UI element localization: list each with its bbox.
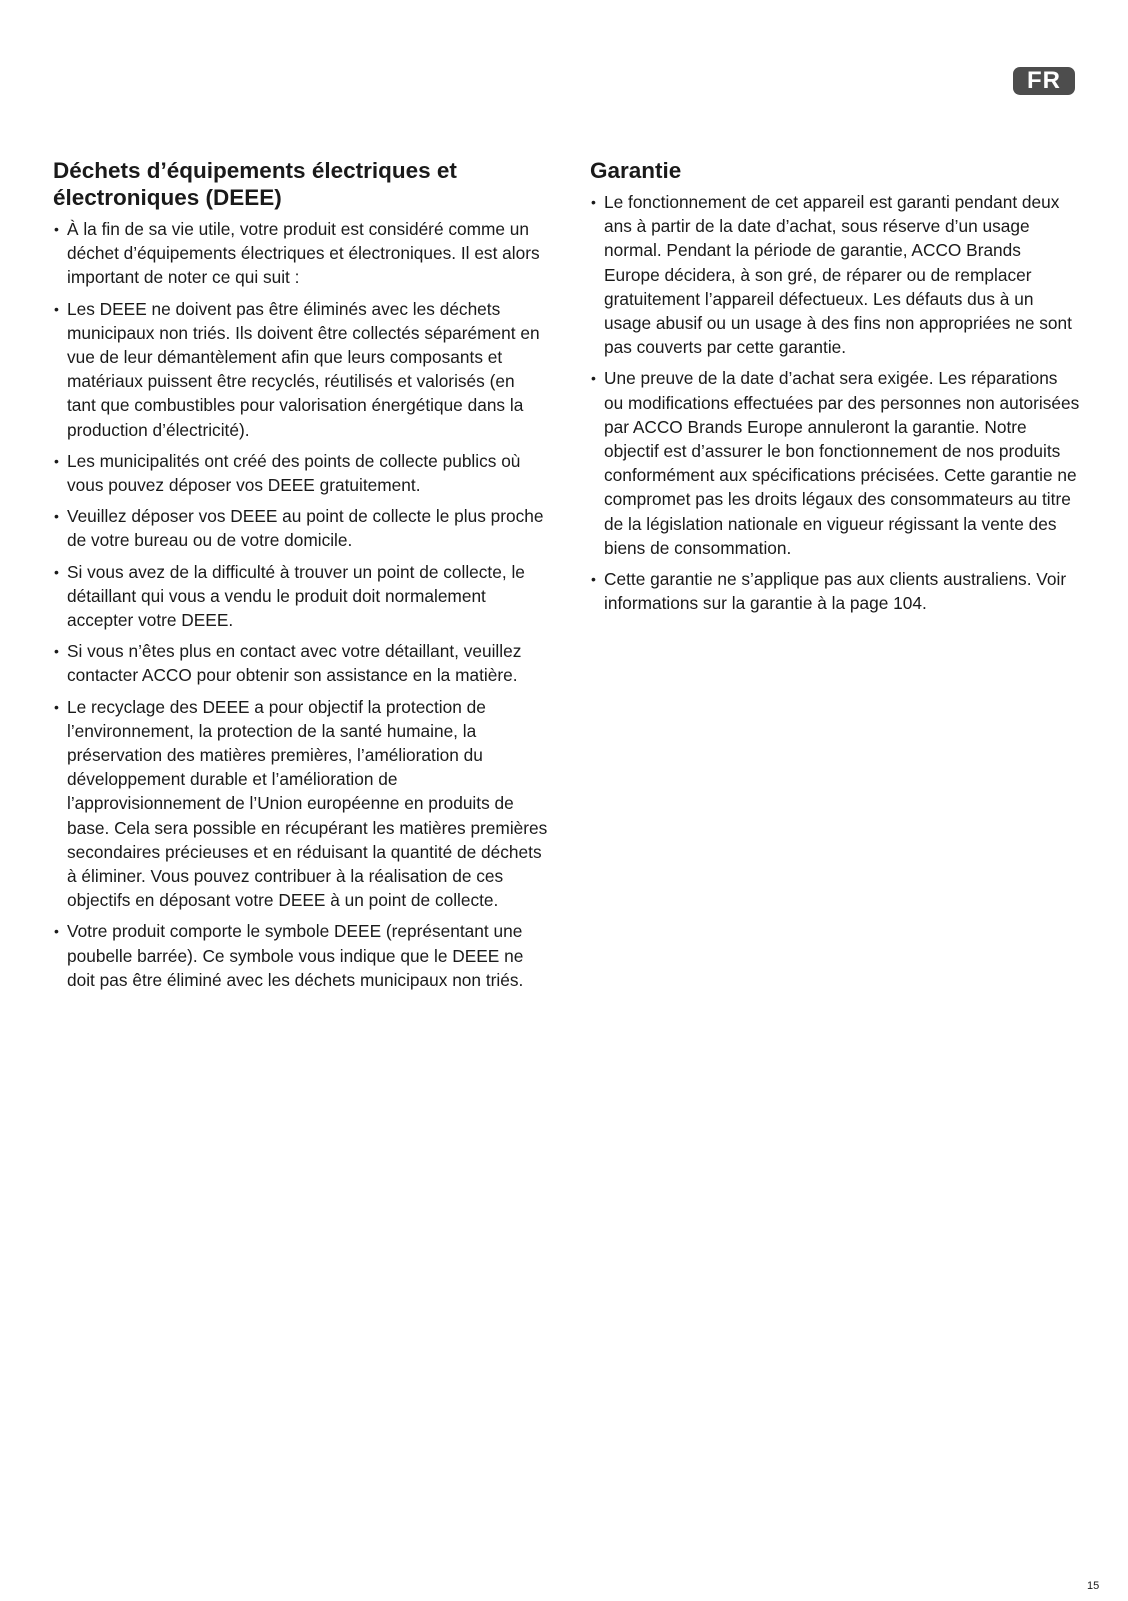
list-item: • Une preuve de la date d’achat sera exigée. Les réparations ou modifications effectuées par des personnes non autorisées par ACCO Brands Europe annuleront la garantie. Notre objectif est d’assurer le bon fonctionnement de nos produits conformément aux spécifications précisées. Cette garantie ne compromet pas les droits légaux des consommateurs au titre de la législation nationale en vigueur régissant la vente des biens de consommation.	[591, 368, 1080, 558]
weee-list	[53, 217, 548, 992]
bullet-icon: •	[54, 923, 59, 940]
page-number: 15	[1087, 1580, 1100, 1592]
bullet-icon: •	[54, 300, 59, 317]
weee-title-line2: électroniques (DEEE)	[53, 185, 282, 210]
list-item: • Si vous n’êtes plus en contact avec votre détaillant, veuillez contacter ACCO pour obtenir son assistance en la matière.	[54, 641, 522, 686]
list-item: • Veuillez déposer vos DEEE au point de collecte le plus proche de votre bureau ou de votre domicile.	[54, 506, 544, 551]
bullet-icon: •	[591, 370, 596, 387]
bullet-icon: •	[54, 563, 59, 580]
warranty-section	[590, 157, 1080, 622]
bullet-icon: •	[54, 221, 59, 237]
language-badge: FR	[1013, 67, 1075, 95]
warranty-list	[590, 190, 1080, 615]
list-item: • Le recyclage des DEEE a pour objectif la protection de l’environnement, la protection de la santé humaine, la préservation des matières premières, l’amélioration du développement durable et l’amélioration de l’approvisionnement de l’Union européenne en produits de base. Cela sera possible en récupérant les matières premières secondaires précieuses et en réduisant la quantité de déchets à éliminer. Vous pouvez contribuer à la réalisation de ces objectifs en déposant votre DEEE à un point de collecte.	[54, 696, 548, 911]
bullet-icon: •	[54, 698, 59, 715]
weee-title	[53, 157, 548, 211]
bullet-icon: •	[54, 643, 59, 660]
list-item: • À la fin de sa vie utile, votre produit est considéré comme un déchet d’équipements électriques et électroniques. Il est alors important de noter ce qui suit :	[54, 219, 540, 288]
list-item: • Votre produit comporte le symbole DEEE (représentant une poubelle barrée). Ce symbole vous indique que le DEEE ne doit pas être éliminé avec les déchets municipaux non triés.	[54, 921, 524, 990]
bullet-icon: •	[591, 194, 596, 210]
list-item: • Le fonctionnement de cet appareil est garanti pendant deux ans à partir de la date d’achat, sous réserve d’un usage normal. Pendant la période de garantie, ACCO Brands Europe décidera, à son gré, de réparer ou de remplacer gratuitement l’appareil défectueux. Les défauts dus à un usage abusif ou un usage à des fins non appropriées ne sont pas couverts par cette garantie.	[591, 192, 1072, 358]
list-item: • Les DEEE ne doivent pas être éliminés avec les déchets municipaux non triés. Ils doivent être collectés séparément en vue de leur démantèlement afin que leurs composants et matériaux puissent être recyclés, réutilisés et valorisés (en tant que combustibles pour valorisation énergétique dans la production d’électricité).	[54, 298, 540, 440]
weee-section	[53, 157, 548, 999]
list-item: • Cette garantie ne s’applique pas aux clients australiens. Voir informations sur la garantie à la page 104.	[591, 569, 1067, 614]
weee-title-line1: Déchets d’équipements électriques et	[53, 158, 457, 183]
warranty-title: Garantie	[590, 158, 682, 183]
bullet-icon: •	[54, 508, 59, 525]
list-item: • Les municipalités ont créé des points de collecte publics où vous pouvez déposer vos DEEE gratuitement.	[54, 450, 521, 496]
bullet-icon: •	[591, 571, 596, 588]
list-item: • Si vous avez de la difficulté à trouver un point de collecte, le détaillant qui vous a vendu le produit doit normalement accepter votre DEEE.	[54, 561, 525, 631]
bullet-icon: •	[54, 452, 59, 469]
